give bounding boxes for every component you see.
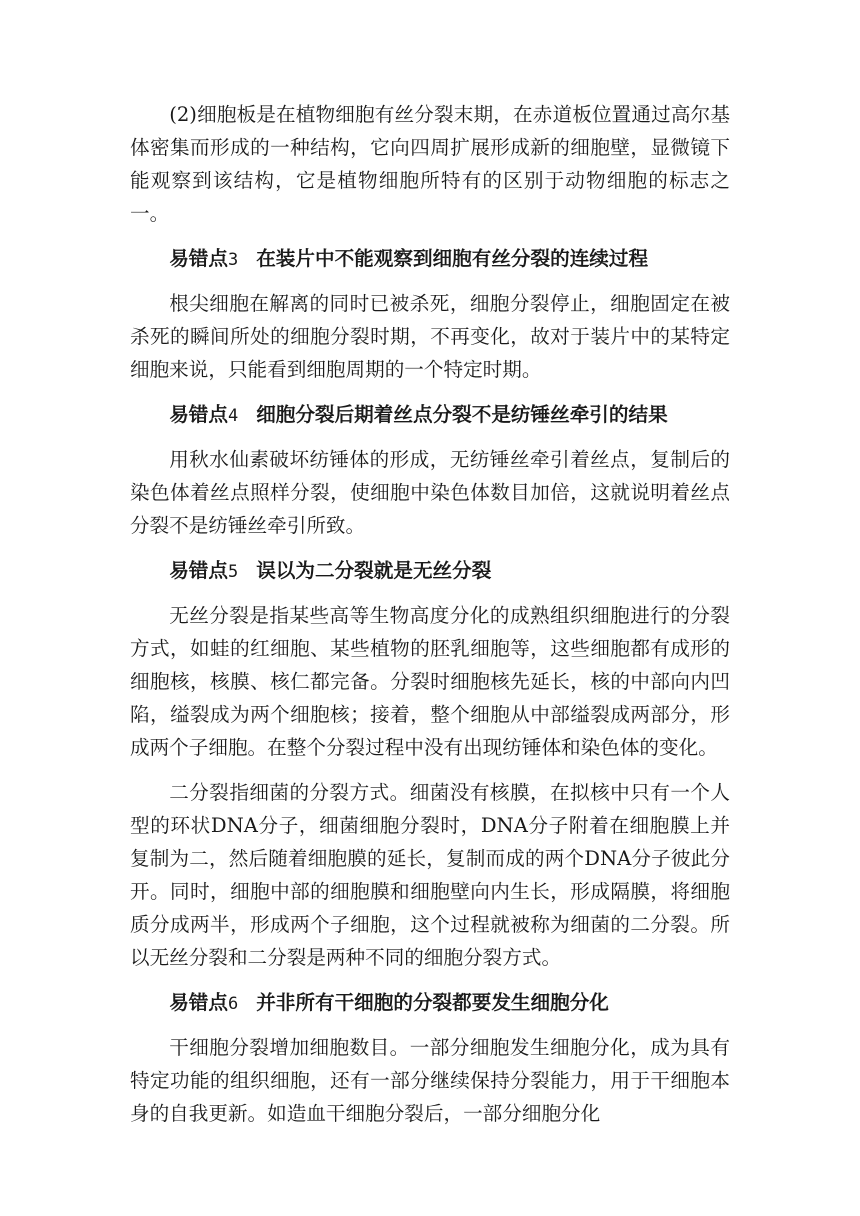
heading-number: 6 — [227, 994, 239, 1014]
paragraph-cell-plate: (2)细胞板是在植物细胞有丝分裂末期，在赤道板位置通过高尔基体密集而形成的一种结构，它向四周扩展形成新的细胞壁，显微镜下能观察到该结构，它是植物细胞所特有的区别于动物细胞的标志之一。 — [130, 103, 730, 225]
heading-error-point-3 — [130, 242, 730, 277]
heading-prefix: 易错点 — [169, 403, 228, 426]
heading-title: 误以为二分裂就是无丝分裂 — [256, 559, 492, 582]
heading-title: 并非所有干细胞的分裂都要发生细胞分化 — [256, 991, 609, 1014]
document-page — [130, 98, 730, 1142]
paragraph-colchicine: 用秋水仙素破坏纺锤体的形成，无纺锤丝牵引着丝点，复制后的染色体着丝点照样分裂，使细胞中染色体数目加倍，这就说明着丝点分裂不是纺锤丝牵引所致。 — [130, 448, 730, 537]
paragraph-binary-fission: 二分裂指细菌的分裂方式。细菌没有核膜，在拟核中只有一个人型的环状DNA分子，细菌细胞分裂时，DNA分子附着在细胞膜上并复制为二，然后随着细胞膜的延长，复制而成的两个DNA分子彼此分开。同时，细胞中部的细胞膜和细胞壁向内生长，形成隔膜，将细胞质分成两半，形成两个子细胞，这个过程就被称为细菌的二分裂。所以无丝分裂和二分裂是两种不同的细胞分裂方式。 — [130, 781, 730, 969]
heading-title: 细胞分裂后期着丝点分裂不是纺锤丝牵引的结果 — [256, 403, 668, 426]
paragraph-root-tip: 根尖细胞在解离的同时已被杀死，细胞分裂停止，细胞固定在被杀死的瞬间所处的细胞分裂时期，不再变化，故对于装片中的某特定细胞来说，只能看到细胞周期的一个特定时期。 — [130, 292, 730, 381]
heading-number: 4 — [227, 406, 239, 426]
heading-prefix: 易错点 — [169, 247, 228, 270]
heading-title: 在装片中不能观察到细胞有丝分裂的连续过程 — [256, 247, 649, 270]
heading-error-point-5 — [130, 554, 730, 589]
heading-error-point-4 — [130, 398, 730, 433]
heading-number: 5 — [227, 562, 239, 582]
heading-error-point-6 — [130, 986, 730, 1021]
heading-prefix: 易错点 — [169, 991, 228, 1014]
paragraph-stem-cell: 干细胞分裂增加细胞数目。一部分细胞发生细胞分化，成为具有特定功能的组织细胞，还有一部分继续保持分裂能力，用于干细胞本身的自我更新。如造血干细胞分裂后，一部分细胞分化 — [130, 1036, 730, 1125]
heading-number: 3 — [227, 250, 239, 270]
heading-prefix: 易错点 — [169, 559, 228, 582]
paragraph-amitosis: 无丝分裂是指某些高等生物高度分化的成熟组织细胞进行的分裂方式，如蛙的红细胞、某些植物的胚乳细胞等，这些细胞都有成形的细胞核，核膜、核仁都完备。分裂时细胞核先延长，核的中部向内凹陷，缢裂成为两个细胞核；接着，整个细胞从中部缢裂成两部分，形成两个子细胞。在整个分裂过程中没有出现纺锤体和染色体的变化。 — [130, 604, 730, 759]
